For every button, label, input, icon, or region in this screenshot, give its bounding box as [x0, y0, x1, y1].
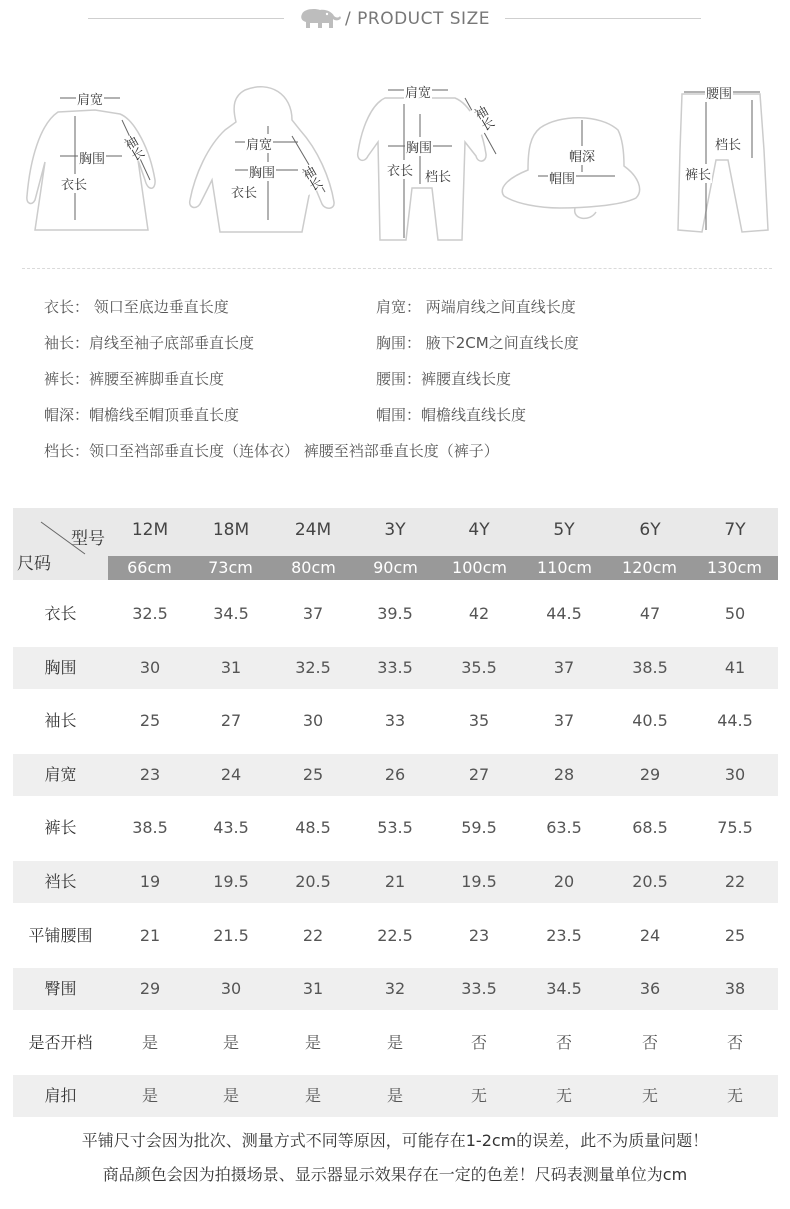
table-cell: 21 — [384, 872, 406, 891]
table-cell: 28 — [553, 765, 575, 784]
table-cell: 19.5 — [461, 872, 497, 891]
table-cell: 22 — [302, 926, 324, 945]
height-header: 110cm — [537, 558, 592, 577]
table-cell: 33.5 — [461, 979, 497, 998]
table-cell: 是 — [141, 1086, 158, 1105]
pants-waist-label: 腰围 — [705, 83, 733, 102]
table-cell: 30 — [302, 711, 324, 730]
table-cell: 32 — [384, 979, 406, 998]
hat-depth-label: 帽深 — [568, 146, 596, 165]
table-row — [13, 968, 778, 1010]
height-header: 120cm — [622, 558, 677, 577]
table-cell: 19 — [139, 872, 161, 891]
table-cell: 44.5 — [546, 604, 582, 623]
table-cell: 48.5 — [295, 818, 331, 837]
table-cell: 53.5 — [377, 818, 413, 837]
table-row — [13, 1022, 778, 1064]
table-cell: 25 — [724, 926, 746, 945]
table-cell: 是 — [141, 1033, 158, 1052]
table-cell: 否 — [470, 1033, 487, 1052]
table-cell: 30 — [139, 658, 161, 677]
size-header: 3Y — [384, 520, 406, 540]
table-cell: 31 — [302, 979, 324, 998]
row-label: 肩扣 — [44, 1086, 77, 1105]
table-cell: 34.5 — [213, 604, 249, 623]
table-cell: 37 — [553, 658, 575, 677]
table-cell: 41 — [724, 658, 746, 677]
table-cell: 44.5 — [717, 711, 753, 730]
table-cell: 否 — [641, 1033, 658, 1052]
romper-outline — [358, 98, 486, 240]
table-cell: 27 — [220, 711, 242, 730]
size-header: 5Y — [553, 520, 575, 540]
size-header: 24M — [294, 520, 332, 540]
table-cell: 42 — [468, 604, 490, 623]
table-row — [13, 807, 778, 849]
row-label: 衣长 — [44, 604, 77, 623]
table-cell: 20 — [553, 872, 575, 891]
table-cell: 75.5 — [717, 818, 753, 837]
table-cell: 25 — [302, 765, 324, 784]
header-title: / PRODUCT SIZE — [345, 9, 490, 29]
size-header: 7Y — [724, 520, 746, 540]
height-header: 66cm — [127, 558, 172, 577]
table-cell: 20.5 — [632, 872, 668, 891]
table-cell: 23 — [139, 765, 161, 784]
table-cell: 68.5 — [632, 818, 668, 837]
table-cell: 30 — [724, 765, 746, 784]
table-cell: 20.5 — [295, 872, 331, 891]
table-row — [13, 861, 778, 903]
table-cell: 35.5 — [461, 658, 497, 677]
pants-length-label: 裤长 — [684, 164, 712, 183]
table-cell: 63.5 — [546, 818, 582, 837]
definition-item: 袖长：肩线至袖子底部垂直长度 — [44, 334, 255, 352]
definition-item: 帽深：帽檐线至帽顶垂直长度 — [44, 406, 240, 424]
header-divider-left — [88, 18, 284, 19]
table-row — [13, 593, 778, 635]
header-divider-right — [505, 18, 701, 19]
table-cell: 32.5 — [295, 658, 331, 677]
jacket-shoulder-label: 肩宽 — [245, 134, 273, 153]
table-cell: 38 — [724, 979, 746, 998]
pants-outline — [678, 94, 768, 232]
dress-outline — [27, 110, 155, 230]
table-cell: 是 — [222, 1086, 239, 1105]
jacket-sleeve-label: 袖长 — [295, 162, 326, 195]
table-cell: 39.5 — [377, 604, 413, 623]
romper-shoulder-label: 肩宽 — [404, 82, 432, 101]
table-cell: 29 — [139, 979, 161, 998]
size-header: 6Y — [639, 520, 661, 540]
table-cell: 23 — [468, 926, 490, 945]
table-cell: 21.5 — [213, 926, 249, 945]
table-cell: 22.5 — [377, 926, 413, 945]
table-row — [13, 915, 778, 957]
height-header: 130cm — [707, 558, 762, 577]
table-cell: 40.5 — [632, 711, 668, 730]
corner-size-label: 尺码 — [17, 554, 51, 574]
table-cell: 50 — [724, 604, 746, 623]
page-header — [0, 0, 790, 44]
definition-item: 帽围：帽檐线直线长度 — [376, 406, 527, 424]
row-label: 胸围 — [44, 658, 77, 677]
table-cell: 否 — [726, 1033, 743, 1052]
hat-circ-label: 帽围 — [548, 168, 576, 187]
row-label: 肩宽 — [44, 765, 77, 784]
size-header: 18M — [212, 520, 250, 540]
romper-sleeve-label: 袖长 — [467, 102, 498, 135]
table-cell: 无 — [641, 1086, 658, 1105]
dress-length-label: 衣长 — [60, 174, 88, 193]
table-cell: 27 — [468, 765, 490, 784]
definition-item: 衣长： 领口至底边垂直长度 — [44, 298, 229, 316]
table-cell: 29 — [639, 765, 661, 784]
table-cell: 是 — [386, 1086, 403, 1105]
dress-shoulder-label: 肩宽 — [76, 89, 104, 108]
height-header: 100cm — [452, 558, 507, 577]
row-label: 裆长 — [44, 872, 77, 891]
table-cell: 19.5 — [213, 872, 249, 891]
definition-item: 档长：领口至裆部垂直长度（连体衣） 裤腰至裆部垂直长度（裤子） — [44, 442, 499, 460]
table-cell: 37 — [553, 711, 575, 730]
table-cell: 是 — [304, 1033, 321, 1052]
table-cell: 无 — [555, 1086, 572, 1105]
table-cell: 37 — [302, 604, 324, 623]
footnote: 商品颜色会因为拍摄场景、显示器显示效果存在一定的色差！尺码表测量单位为cm — [102, 1165, 688, 1184]
romper-length-label: 衣长 — [386, 160, 414, 179]
table-cell: 无 — [726, 1086, 743, 1105]
table-cell: 23.5 — [546, 926, 582, 945]
dress-sleeve-label: 袖长 — [117, 132, 148, 165]
table-row — [13, 754, 778, 796]
corner-model-label: 型号 — [71, 529, 105, 549]
jacket-chest-label: 胸围 — [248, 162, 276, 181]
row-label: 臀围 — [44, 979, 77, 998]
table-cell: 47 — [639, 604, 661, 623]
height-header: 90cm — [373, 558, 418, 577]
footnote: 平铺尺寸会因为批次、测量方式不同等原因，可能存在1-2cm的误差，此不为质量问题！ — [81, 1131, 709, 1150]
row-label: 裤长 — [44, 818, 77, 837]
table-cell: 38.5 — [132, 818, 168, 837]
table-cell: 22 — [724, 872, 746, 891]
height-header: 73cm — [208, 558, 253, 577]
size-table-header — [13, 508, 778, 580]
row-label: 平铺腰围 — [28, 926, 93, 945]
elephant-icon — [296, 6, 342, 32]
table-cell: 38.5 — [632, 658, 668, 677]
table-cell: 31 — [220, 658, 242, 677]
definition-item: 胸围： 腋下2CM之间直线长度 — [376, 334, 579, 352]
section-divider — [22, 268, 772, 269]
garment-illustrations — [0, 80, 790, 250]
table-cell: 是 — [304, 1086, 321, 1105]
pants-rise-label: 档长 — [714, 134, 742, 153]
definition-item: 裤长：裤腰至裤脚垂直长度 — [44, 370, 225, 388]
row-label: 袖长 — [44, 711, 77, 730]
definition-item: 腰围：裤腰直线长度 — [376, 370, 512, 388]
table-cell: 36 — [639, 979, 661, 998]
table-cell: 否 — [555, 1033, 572, 1052]
size-header: 4Y — [468, 520, 490, 540]
table-cell: 34.5 — [546, 979, 582, 998]
romper-chest-label: 胸围 — [405, 137, 433, 156]
table-row — [13, 700, 778, 742]
table-cell: 24 — [220, 765, 242, 784]
table-cell: 21 — [139, 926, 161, 945]
size-header: 12M — [131, 520, 169, 540]
table-cell: 是 — [386, 1033, 403, 1052]
table-cell: 30 — [220, 979, 242, 998]
table-cell: 33.5 — [377, 658, 413, 677]
jacket-length-label: 衣长 — [230, 182, 258, 201]
table-cell: 59.5 — [461, 818, 497, 837]
jacket-outline — [190, 87, 334, 232]
table-cell: 26 — [384, 765, 406, 784]
table-row — [13, 1075, 778, 1117]
dress-chest-label: 胸围 — [78, 148, 106, 167]
table-cell: 35 — [468, 711, 490, 730]
romper-rise-label: 档长 — [424, 166, 452, 185]
table-cell: 32.5 — [132, 604, 168, 623]
height-header: 80cm — [291, 558, 336, 577]
table-cell: 是 — [222, 1033, 239, 1052]
table-cell: 43.5 — [213, 818, 249, 837]
table-cell: 25 — [139, 711, 161, 730]
table-cell: 无 — [470, 1086, 487, 1105]
table-cell: 33 — [384, 711, 406, 730]
table-row — [13, 647, 778, 689]
definition-item: 肩宽： 两端肩线之间直线长度 — [376, 298, 576, 316]
table-cell: 24 — [639, 926, 661, 945]
row-label: 是否开档 — [28, 1033, 93, 1052]
